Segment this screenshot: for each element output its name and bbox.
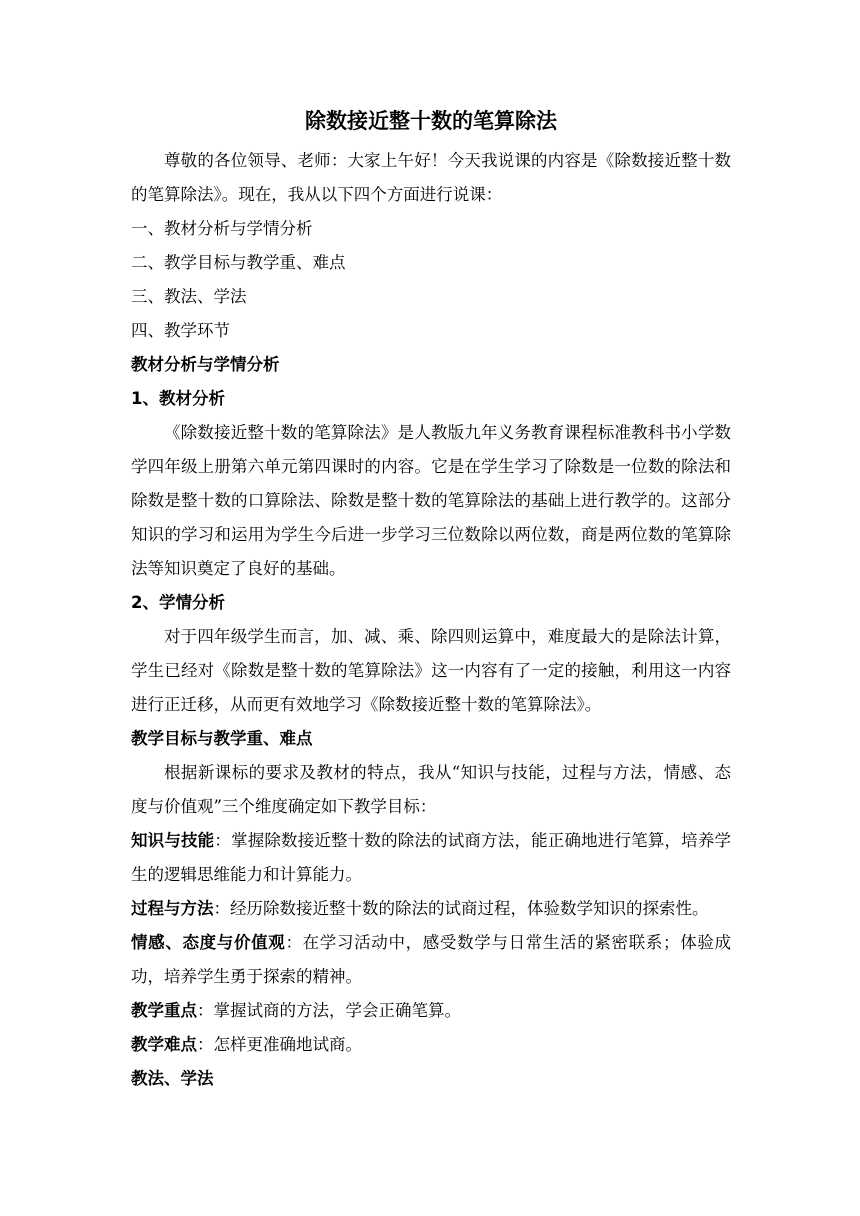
textbook-analysis-paragraph: 《除数接近整十数的笔算除法》是人教版九年义务教育课程标准教科书小学数学四年级上册第六单元第四课时的内容。它是在学生学习了除数是一位数的除法和除数是整十数的口算除法、除数是整十数的笔算除法的基础上进行教学的。这部分知识的学习和运用为学生今后进一步学习三位数除以两位数，商是两位数的笔算除法等知识奠定了良好的基础。 xyxy=(131,423,731,578)
knowledge-skills-label: 知识与技能 xyxy=(131,831,215,850)
section-heading-analysis: 教材分析与学情分析 xyxy=(131,355,280,374)
outline-item-4: 四、教学环节 xyxy=(131,321,230,340)
key-point-text: ：掌握试商的方法，学会正确笔算。 xyxy=(197,1001,461,1020)
outline-item-1: 一、教材分析与学情分析 xyxy=(131,219,313,238)
difficult-point-text: ：怎样更准确地试商。 xyxy=(197,1035,362,1054)
knowledge-skills-text: ：掌握除数接近整十数的除法的试商方法，能正确地进行笔算，培养学生的逻辑思维能力和计算能力。 xyxy=(131,831,732,884)
difficult-point-label: 教学难点 xyxy=(131,1035,197,1054)
knowledge-skills-paragraph xyxy=(131,824,731,892)
emotion-values-label: 情感、态度与价值观 xyxy=(131,933,286,952)
key-point-paragraph xyxy=(131,994,731,1028)
process-method-paragraph xyxy=(131,892,731,926)
process-method-label: 过程与方法 xyxy=(131,899,214,918)
objectives-intro-paragraph: 根据新课标的要求及教材的特点，我从“知识与技能，过程与方法，情感、态度与价值观”三个维度确定如下教学目标： xyxy=(131,763,731,816)
document-body xyxy=(131,104,731,1096)
intro-paragraph: 尊敬的各位领导、老师：大家上午好！今天我说课的内容是《除数接近整十数的笔算除法》。现在，我从以下四个方面进行说课： xyxy=(131,151,731,204)
section-heading-methods: 教法、学法 xyxy=(131,1069,214,1088)
subheading-textbook-analysis: 1、教材分析 xyxy=(131,389,225,408)
outline-item-3: 三、教法、学法 xyxy=(131,287,247,306)
student-analysis-paragraph: 对于四年级学生而言，加、减、乘、除四则运算中，难度最大的是除法计算，学生已经对《除数是整十数的笔算除法》这一内容有了一定的接触，利用这一内容进行正迁移，从而更有效地学习《除数接近整十数的笔算除法》。 xyxy=(131,627,731,714)
section-heading-objectives: 教学目标与教学重、难点 xyxy=(131,729,313,748)
process-method-text: ：经历除数接近整十数的除法的试商过程，体验数学知识的探索性。 xyxy=(213,899,709,918)
difficult-point-paragraph xyxy=(131,1028,731,1062)
outline-item-2: 二、教学目标与教学重、难点 xyxy=(131,253,346,272)
document-title: 除数接近整十数的笔算除法 xyxy=(305,109,557,133)
emotion-values-text: ：在学习活动中，感受数学与日常生活的紧密联系；体验成功，培养学生勇于探索的精神。 xyxy=(131,933,732,986)
subheading-student-analysis: 2、学情分析 xyxy=(131,593,225,612)
emotion-values-paragraph xyxy=(131,926,731,994)
key-point-label: 教学重点 xyxy=(131,1001,197,1020)
